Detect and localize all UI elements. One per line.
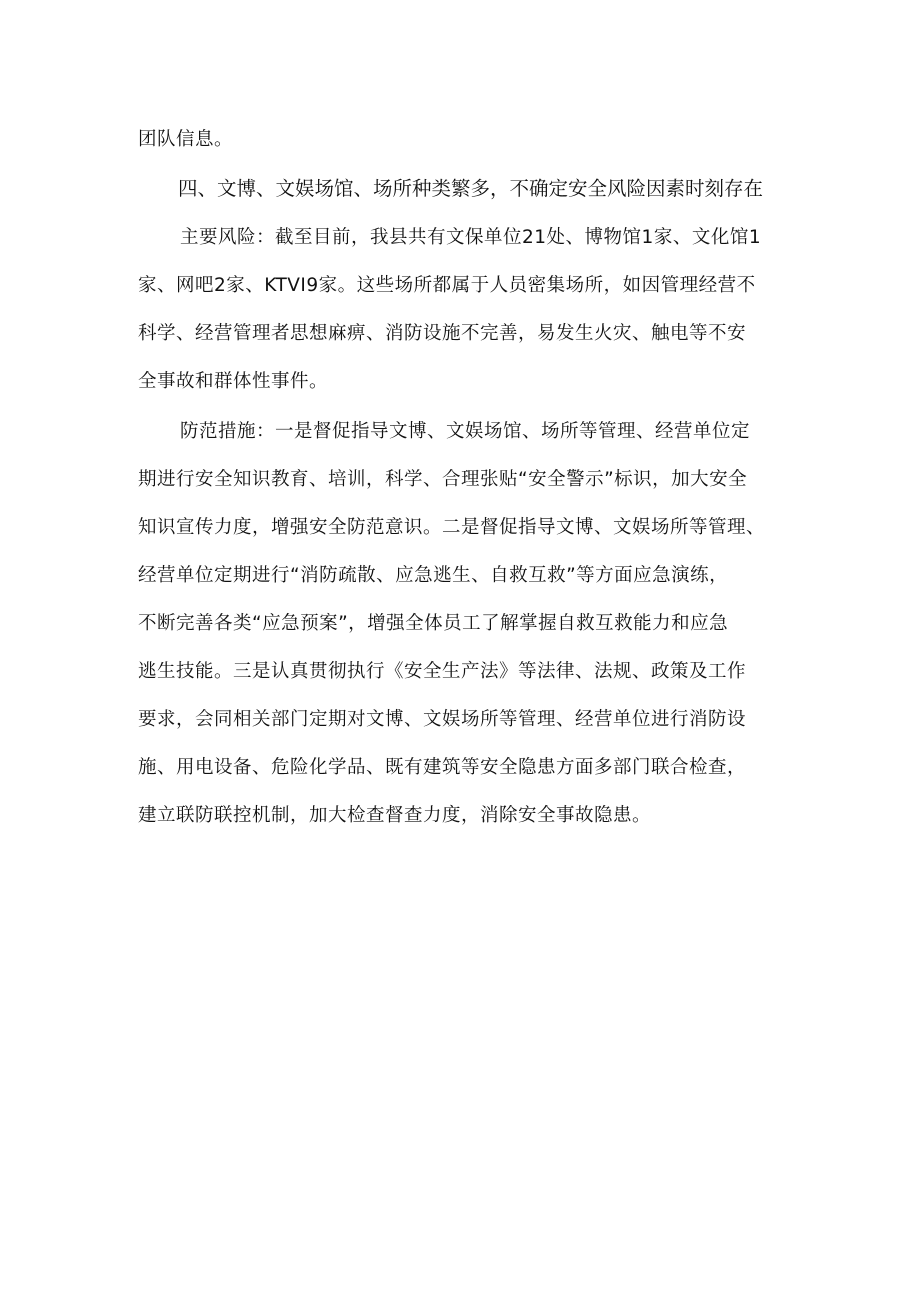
continuation-text: 团队信息。 — [138, 129, 234, 150]
risk-paragraph-line: 全事故和群体性事件。 — [138, 371, 329, 392]
measure-paragraph-line: 知识宣传力度，增强安全防范意识。二是督促指导文博、文娱场所等管理、 — [138, 517, 766, 538]
measure-paragraph-line: 期进行安全知识教育、培训，科学、合理张贴“安全警示”标识，加大安全 — [138, 469, 748, 490]
section-heading: 四、文博、文娱场馆、场所种类繁多，不确定安全风险因素时刻存在 — [178, 177, 764, 200]
risk-paragraph-line: 主要风险：截至目前，我县共有文保单位21处、博物馆1家、文化馆1 — [180, 227, 762, 248]
measure-paragraph-line: 要求，会同相关部门定期对文博、文娱场所等管理、经营单位进行消防设 — [138, 709, 747, 730]
measure-paragraph-line: 经营单位定期进行“消防疏散、应急逃生、自救互救”等方面应急演练， — [138, 565, 729, 586]
measure-paragraph-line: 不断完善各类“应急预案”，增强全体员工了解掌握自救互救能力和应急 — [138, 613, 729, 634]
measure-paragraph-line: 建立联防联控机制，加大检查督查力度，消除安全事故隐患。 — [138, 805, 652, 826]
risk-paragraph-line: 家、网吧2家、KTVI9家。这些场所都属于人员密集场所，如因管理经营不 — [138, 275, 756, 296]
risk-paragraph-line: 科学、经营管理者思想麻痹、消防设施不完善，易发生火灾、触电等不安 — [138, 323, 747, 344]
measure-paragraph-line: 逃生技能。三是认真贯彻执行《安全生产法》等法律、法规、政策及工作 — [138, 661, 747, 682]
measure-paragraph-line: 防范措施：一是督促指导文博、文娱场馆、场所等管理、经营单位定 — [180, 421, 751, 442]
measure-paragraph-line: 施、用电设备、危险化学品、既有建筑等安全隐患方面多部门联合检查， — [138, 757, 747, 778]
